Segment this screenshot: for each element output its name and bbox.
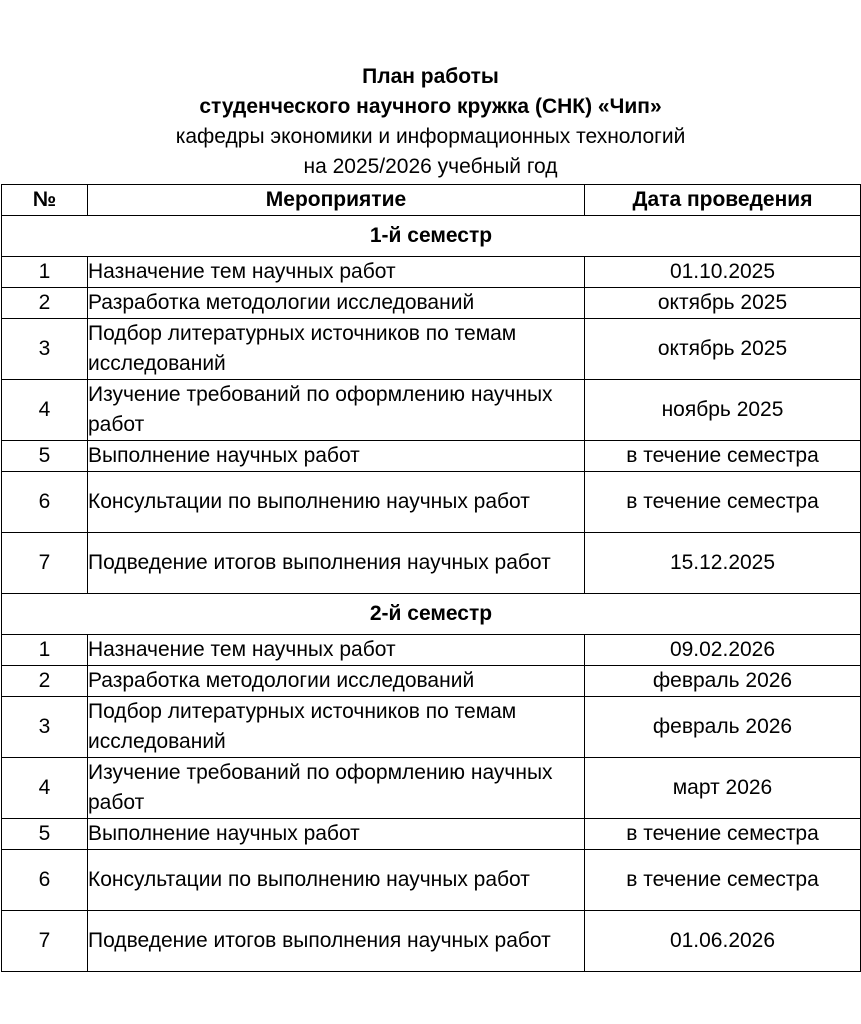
row-number: 1 bbox=[2, 257, 88, 288]
row-number: 5 bbox=[2, 441, 88, 472]
table-row bbox=[2, 257, 861, 288]
table-header-row bbox=[2, 185, 861, 216]
row-number: 2 bbox=[2, 666, 88, 697]
row-date: 15.12.2025 bbox=[585, 533, 861, 594]
row-event: Выполнение научных работ bbox=[88, 819, 585, 850]
row-date: февраль 2026 bbox=[585, 697, 861, 758]
row-date: 09.02.2026 bbox=[585, 635, 861, 666]
row-number: 2 bbox=[2, 288, 88, 319]
semester-title: 1-й семестр bbox=[2, 216, 861, 257]
row-event: Разработка методологии исследований bbox=[88, 288, 585, 319]
row-date: в течение семестра bbox=[585, 850, 861, 911]
row-date: ноябрь 2025 bbox=[585, 380, 861, 441]
semester-row bbox=[2, 216, 861, 257]
column-header-event: Мероприятие bbox=[88, 185, 585, 216]
table-row bbox=[2, 533, 861, 594]
row-date: октябрь 2025 bbox=[585, 288, 861, 319]
table-row bbox=[2, 380, 861, 441]
table-row bbox=[2, 697, 861, 758]
row-event: Разработка методологии исследований bbox=[88, 666, 585, 697]
row-number: 7 bbox=[2, 533, 88, 594]
table-row bbox=[2, 819, 861, 850]
row-event: Подбор литературных источников по темам исследований bbox=[88, 319, 585, 380]
row-number: 3 bbox=[2, 697, 88, 758]
row-number: 3 bbox=[2, 319, 88, 380]
row-event: Назначение тем научных работ bbox=[88, 257, 585, 288]
row-event: Консультации по выполнению научных работ bbox=[88, 850, 585, 911]
table-row bbox=[2, 472, 861, 533]
department-name: кафедры экономики и информационных технологий bbox=[175, 125, 686, 148]
semester-title: 2-й семестр bbox=[2, 594, 861, 635]
table-row bbox=[2, 441, 861, 472]
row-number: 4 bbox=[2, 380, 88, 441]
row-number: 6 bbox=[2, 472, 88, 533]
table-row bbox=[2, 288, 861, 319]
column-header-date: Дата проведения bbox=[585, 185, 861, 216]
club-name: студенческого научного кружка (СНК) «Чип» bbox=[199, 95, 662, 118]
row-date: в течение семестра bbox=[585, 441, 861, 472]
column-header-number: № bbox=[2, 185, 88, 216]
row-date: 01.06.2026 bbox=[585, 911, 861, 972]
table-row bbox=[2, 911, 861, 972]
row-number: 6 bbox=[2, 850, 88, 911]
table-row bbox=[2, 666, 861, 697]
row-event: Подведение итогов выполнения научных работ bbox=[88, 533, 585, 594]
row-date: 01.10.2025 bbox=[585, 257, 861, 288]
table-row bbox=[2, 635, 861, 666]
row-event: Изучение требований по оформлению научных работ bbox=[88, 380, 585, 441]
row-event: Подведение итогов выполнения научных работ bbox=[88, 911, 585, 972]
row-date: в течение семестра bbox=[585, 819, 861, 850]
plan-title: План работы bbox=[362, 65, 499, 88]
table-row bbox=[2, 758, 861, 819]
row-event: Консультации по выполнению научных работ bbox=[88, 472, 585, 533]
table-row bbox=[2, 850, 861, 911]
row-number: 7 bbox=[2, 911, 88, 972]
row-number: 5 bbox=[2, 819, 88, 850]
row-date: октябрь 2025 bbox=[585, 319, 861, 380]
row-date: март 2026 bbox=[585, 758, 861, 819]
row-event: Назначение тем научных работ bbox=[88, 635, 585, 666]
row-event: Подбор литературных источников по темам исследований bbox=[88, 697, 585, 758]
semester-row bbox=[2, 594, 861, 635]
row-event: Изучение требований по оформлению научных работ bbox=[88, 758, 585, 819]
row-event: Выполнение научных работ bbox=[88, 441, 585, 472]
row-number: 4 bbox=[2, 758, 88, 819]
row-date: февраль 2026 bbox=[585, 666, 861, 697]
academic-year: на 2025/2026 учебный год bbox=[303, 155, 558, 178]
row-date: в течение семестра bbox=[585, 472, 861, 533]
document-header bbox=[0, 62, 861, 182]
table-row bbox=[2, 319, 861, 380]
plan-table bbox=[1, 184, 861, 972]
row-number: 1 bbox=[2, 635, 88, 666]
